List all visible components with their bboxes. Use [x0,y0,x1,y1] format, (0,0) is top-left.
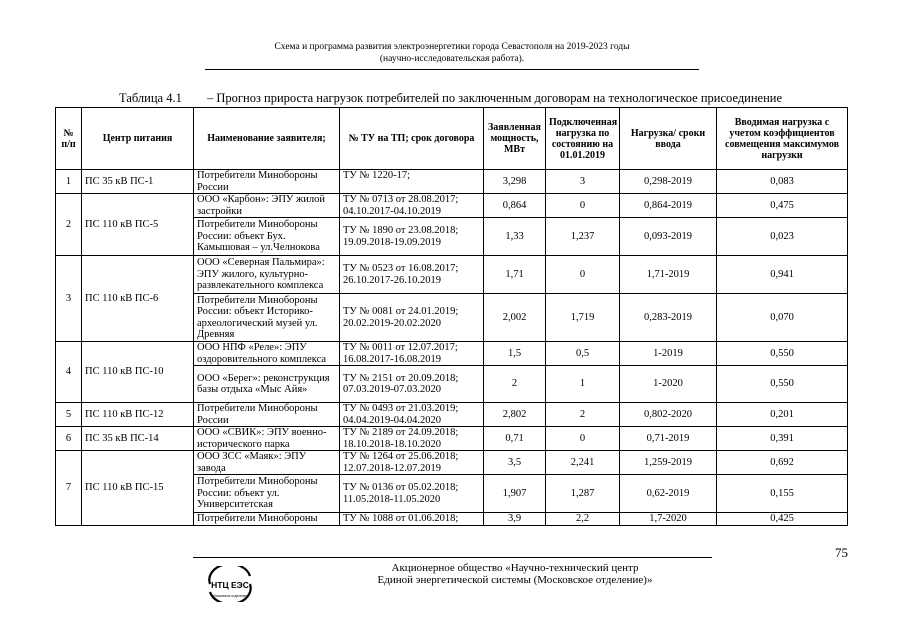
adjusted-load: 0,023 [717,218,848,256]
tu-number: ТУ № 1890 от 23.08.2018; 19.09.2018-19.09.2019 [340,218,484,256]
declared-power: 1,33 [484,218,546,256]
col-header-tu: № ТУ на ТП; срок договора [340,108,484,170]
header-line-2: (научно-исследовательская работа). [379,54,525,64]
connected-load: 2 [546,403,620,427]
col-header-power: Заявленная мощность, МВт [484,108,546,170]
page-number: 75 [835,545,848,560]
row-num: 7 [56,451,82,526]
col-header-result: Вводимая нагрузка с учетом коэффициентов совмещения максимумов нагрузки [717,108,848,170]
table-caption [119,91,782,106]
document-footer [290,562,740,586]
adjusted-load: 0,083 [717,170,848,194]
applicant: ООО «СВИК»: ЭПУ военно-исторического парка [194,427,340,451]
col-header-load: Нагрузка/ сроки ввода [620,108,717,170]
connected-load: 1,719 [546,294,620,342]
power-center: ПС 110 кВ ПС-5 [82,194,194,256]
col-header-num: № п/п [56,108,82,170]
connected-load: 0 [546,194,620,218]
declared-power: 2 [484,366,546,403]
declared-power: 3,9 [484,513,546,526]
tu-number: ТУ № 0136 от 05.02.2018; 11.05.2018-11.05.2020 [340,475,484,513]
footer-line-1: Акционерное общество «Научно-технический центр [391,562,639,574]
adjusted-load: 0,550 [717,342,848,366]
header-rule [205,69,699,70]
document-header [0,41,904,65]
tu-number: ТУ № 0081 от 24.01.2019; 20.02.2019-20.02.2020 [340,294,484,342]
connected-load: 1,287 [546,475,620,513]
tu-number: ТУ № 0523 от 16.08.2017; 26.10.2017-26.10.2019 [340,256,484,294]
connected-load: 1 [546,366,620,403]
adjusted-load: 0,475 [717,194,848,218]
table-number: Таблица 4.1 [119,91,182,105]
logo-text: НТЦ ЕЭС [211,580,249,590]
load-term: 0,864-2019 [620,194,717,218]
adjusted-load: 0,941 [717,256,848,294]
power-center: ПС 110 кВ ПС-12 [82,403,194,427]
row-num: 5 [56,403,82,427]
tu-number: ТУ № 0713 от 28.08.2017; 04.10.2017-04.10.2019 [340,194,484,218]
load-term: 1-2020 [620,366,717,403]
declared-power: 0,864 [484,194,546,218]
load-term: 0,283-2019 [620,294,717,342]
tu-number: ТУ № 2151 от 20.09.2018; 07.03.2019-07.03.2020 [340,366,484,403]
load-term: 0,802-2020 [620,403,717,427]
tu-number: ТУ № 1220-17; [340,170,484,194]
power-center: ПС 110 кВ ПС-6 [82,256,194,342]
col-header-center: Центр питания [82,108,194,170]
adjusted-load: 0,425 [717,513,848,526]
table-row [56,451,848,475]
power-center: ПС 35 кВ ПС-14 [82,427,194,451]
table-row [56,170,848,194]
tu-number: ТУ № 1088 от 01.06.2018; [340,513,484,526]
tu-number: ТУ № 1264 от 25.06.2018; 12.07.2018-12.07.2019 [340,451,484,475]
applicant: Потребители Минобороны России: объект Историко-археологический музей ул. Древняя [194,294,340,342]
declared-power: 0,71 [484,427,546,451]
load-term: 0,093-2019 [620,218,717,256]
connected-load: 2,2 [546,513,620,526]
applicant: Потребители Минобороны России [194,403,340,427]
adjusted-load: 0,692 [717,451,848,475]
power-center: ПС 110 кВ ПС-15 [82,451,194,526]
table-row [56,342,848,366]
power-center: ПС 110 кВ ПС-10 [82,342,194,403]
adjusted-load: 0,201 [717,403,848,427]
declared-power: 2,802 [484,403,546,427]
table-row [56,194,848,218]
applicant: ООО «Берег»: реконструкция базы отдыха «Мыс Айя» [194,366,340,403]
load-term: 1-2019 [620,342,717,366]
adjusted-load: 0,070 [717,294,848,342]
logo-subtext: Московское отделение [213,594,247,598]
load-term: 1,259-2019 [620,451,717,475]
connected-load: 2,241 [546,451,620,475]
row-num: 6 [56,427,82,451]
load-term: 0,298-2019 [620,170,717,194]
load-forecast-table [55,107,848,526]
declared-power: 1,907 [484,475,546,513]
col-header-applicant: Наименование заявителя; [194,108,340,170]
applicant: Потребители Минобороны [194,513,340,526]
table-row [56,403,848,427]
row-num: 3 [56,256,82,342]
applicant: ООО НПФ «Реле»: ЭПУ оздоровительного комплекса [194,342,340,366]
load-term: 0,62-2019 [620,475,717,513]
connected-load: 0 [546,427,620,451]
adjusted-load: 0,391 [717,427,848,451]
connected-load: 3 [546,170,620,194]
row-num: 4 [56,342,82,403]
footer-rule [193,557,712,558]
declared-power: 3,298 [484,170,546,194]
declared-power: 3,5 [484,451,546,475]
row-num: 2 [56,194,82,256]
tu-number: ТУ № 0011 от 12.07.2017; 16.08.2017-16.08.2019 [340,342,484,366]
connected-load: 0 [546,256,620,294]
applicant: Потребители Минобороны России: объект Бух. Камышовая – ул.Челнокова [194,218,340,256]
load-term: 1,71-2019 [620,256,717,294]
applicant: Потребители Минобороны России [194,170,340,194]
table-row [56,256,848,294]
tu-number: ТУ № 0493 от 21.03.2019; 04.04.2019-04.04.2020 [340,403,484,427]
tu-number: ТУ № 2189 от 24.09.2018; 18.10.2018-18.10.2020 [340,427,484,451]
applicant: ООО «Северная Пальмира»: ЭПУ жилого, культурно-развлекательного комплекса [194,256,340,294]
footer-line-2: Единой энергетической системы (Московское отделение)» [377,574,653,586]
declared-power: 1,5 [484,342,546,366]
applicant: ООО «Карбон»: ЭПУ жилой застройки [194,194,340,218]
declared-power: 1,71 [484,256,546,294]
table-header-row [56,108,848,170]
load-term: 0,71-2019 [620,427,717,451]
connected-load: 1,237 [546,218,620,256]
power-center: ПС 35 кВ ПС-1 [82,170,194,194]
company-logo [200,566,260,602]
adjusted-load: 0,155 [717,475,848,513]
col-header-connected: Подключенная нагрузка по состоянию на 01.01.2019 [546,108,620,170]
adjusted-load: 0,550 [717,366,848,403]
declared-power: 2,002 [484,294,546,342]
header-line-1: Схема и программа развития электроэнергетики города Севастополя на 2019-2023 годы [274,42,630,52]
connected-load: 0,5 [546,342,620,366]
table-title: – Прогноз прироста нагрузок потребителей по заключенным договорам на технологическое присоединение [207,91,783,105]
load-term: 1,7-2020 [620,513,717,526]
applicant: Потребители Минобороны России: объект ул. Университетская [194,475,340,513]
applicant: ООО ЗСС «Маяк»: ЭПУ завода [194,451,340,475]
row-num: 1 [56,170,82,194]
table-row [56,427,848,451]
table-body [56,170,848,526]
